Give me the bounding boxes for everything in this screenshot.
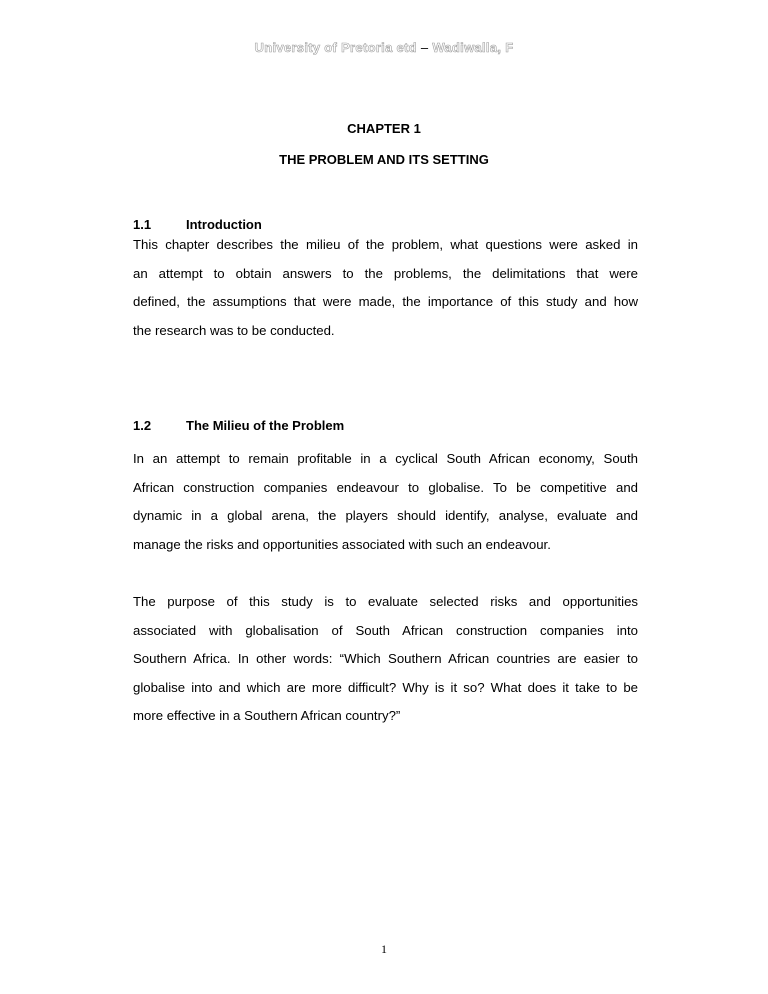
paragraph-introduction bbox=[133, 231, 638, 345]
paragraph-line: associated with globalisation of South African construction companies into bbox=[133, 622, 638, 638]
paragraph-milieu-2 bbox=[133, 588, 638, 731]
paragraph-line: globalise into and which are more difficult? Why is it so? What does it take to be bbox=[133, 679, 638, 695]
page-number: 1 bbox=[381, 942, 387, 956]
paragraph-line: The purpose of this study is to evaluate selected risks and opportunities bbox=[133, 594, 638, 609]
section-number: 1.1 bbox=[133, 217, 152, 232]
section-title: The Milieu of the Problem bbox=[186, 418, 345, 433]
paragraph-line: dynamic in a global arena, the players should identify, analyse, evaluate and bbox=[133, 508, 638, 524]
section-title: Introduction bbox=[186, 217, 262, 232]
paragraph-line: defined, the assumptions that were made, the importance of this study and how bbox=[133, 294, 638, 310]
chapter-title: THE PROBLEM AND ITS SETTING bbox=[279, 152, 489, 167]
paragraph-line: an attempt to obtain answers to the problems, the delimitations that were bbox=[133, 265, 638, 281]
section-heading-introduction bbox=[133, 217, 262, 232]
watermark-right: Wadiwalla, F bbox=[432, 40, 514, 55]
paragraph-milieu-1 bbox=[133, 445, 638, 559]
watermark-left: University of Pretoria etd bbox=[254, 40, 417, 55]
chapter-label: CHAPTER 1 bbox=[347, 121, 421, 136]
watermark-header bbox=[0, 40, 768, 55]
paragraph-line: manage the risks and opportunities associated with such an endeavour. bbox=[133, 536, 551, 552]
paragraph-line: This chapter describes the milieu of the problem, what questions were asked in bbox=[133, 237, 638, 252]
section-number: 1.2 bbox=[133, 418, 152, 433]
section-heading-milieu bbox=[133, 418, 344, 433]
watermark-dash: – bbox=[420, 40, 429, 55]
paragraph-line: the research was to be conducted. bbox=[133, 322, 335, 338]
paragraph-line: In an attempt to remain profitable in a cyclical South African economy, South bbox=[133, 451, 638, 466]
paragraph-line: Southern Africa. In other words: “Which Southern African countries are easier to bbox=[133, 651, 638, 667]
paragraph-line: African construction companies endeavour to globalise. To be competitive and bbox=[133, 479, 638, 495]
paragraph-line: more effective in a Southern African country?” bbox=[133, 708, 401, 724]
